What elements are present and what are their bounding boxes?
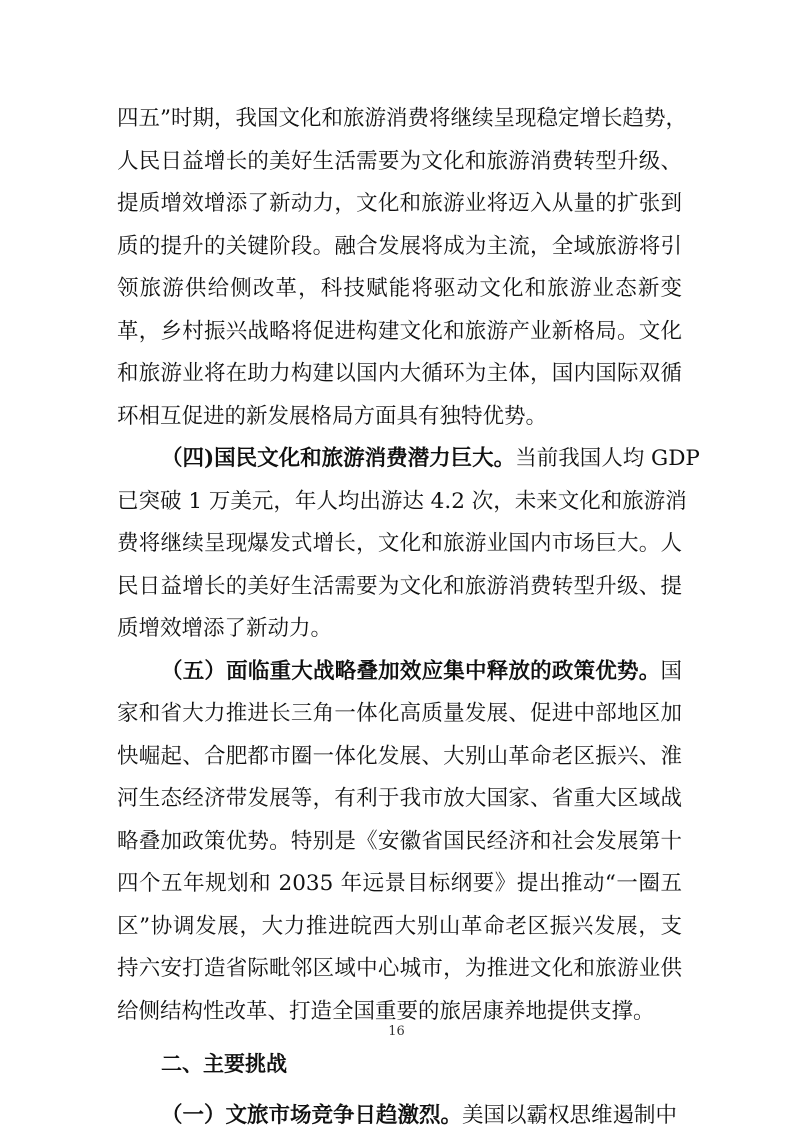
text-line: 区”协调发展，大力推进皖西大别山革命老区振兴发展，支 [117, 906, 682, 949]
paragraph-first-line-rest: 当前我国人均 GDP [515, 446, 700, 471]
paragraph-market-competition [117, 1095, 682, 1137]
text-line: 给侧结构性改革、打造全国重要的旅居康养地提供支撑。 [117, 991, 682, 1034]
text-line: 费将继续呈现爆发式增长，文化和旅游业国内市场巨大。人 [117, 523, 682, 566]
paragraph-lead: （四)国民文化和旅游消费潜力巨大。 [161, 446, 515, 471]
text-line: 领旅游供给侧改革，科技赋能将驱动文化和旅游业态新变 [117, 268, 682, 311]
text-line: 质的提升的关键阶段。融合发展将成为主流，全域旅游将引 [117, 226, 682, 269]
text-line: 提质增效增添了新动力，文化和旅游业将迈入从量的扩张到 [117, 183, 682, 226]
text-line: 四五”时期，我国文化和旅游消费将继续呈现稳定增长趋势， [117, 98, 682, 141]
text-line: 民日益增长的美好生活需要为文化和旅游消费转型升级、提 [117, 566, 682, 609]
paragraph-continuation [117, 98, 682, 438]
text-line [117, 1095, 682, 1137]
text-line: 略叠加政策优势。特别是《安徽省国民经济和社会发展第十 [117, 821, 682, 864]
text-line [117, 651, 682, 694]
text-line: 已突破 1 万美元，年人均出游达 4.2 次，未来文化和旅游消 [117, 481, 682, 524]
paragraph-first-line-rest: 国 [660, 659, 682, 684]
paragraph-consumption-potential [117, 438, 682, 651]
text-line: 河生态经济带发展等，有利于我市放大国家、省重大区域战 [117, 778, 682, 821]
text-line: 家和省大力推进长三角一体化高质量发展、促进中部地区加 [117, 693, 682, 736]
text-line: 人民日益增长的美好生活需要为文化和旅游消费转型升级、 [117, 141, 682, 184]
text-line: 快崛起、合肥都市圈一体化发展、大别山革命老区振兴、淮 [117, 736, 682, 779]
paragraph-lead: （五）面临重大战略叠加效应集中释放的政策优势。 [161, 659, 660, 684]
page-number: 16 [0, 1024, 793, 1039]
paragraph-lead: （一）文旅市场竞争日趋激烈。 [161, 1103, 462, 1128]
text-line: 和旅游业将在助力构建以国内大循环为主体，国内国际双循 [117, 353, 682, 396]
text-line [117, 438, 682, 481]
paragraph-policy-advantage [117, 651, 682, 1034]
text-line: 四个五年规划和 2035 年远景目标纲要》提出推动“一圈五 [117, 863, 682, 906]
text-line: 革，乡村振兴战略将促进构建文化和旅游产业新格局。文化 [117, 311, 682, 354]
text-line: 质增效增添了新动力。 [117, 608, 682, 651]
paragraph-first-line-rest: 美国以霸权思维遏制中 [462, 1103, 677, 1128]
text-line: 环相互促进的新发展格局方面具有独特优势。 [117, 396, 682, 439]
section-heading: 二、主要挑战 [117, 1043, 682, 1086]
body-text [117, 98, 682, 1137]
text-line: 持六安打造省际毗邻区域中心城市，为推进文化和旅游业供 [117, 948, 682, 991]
